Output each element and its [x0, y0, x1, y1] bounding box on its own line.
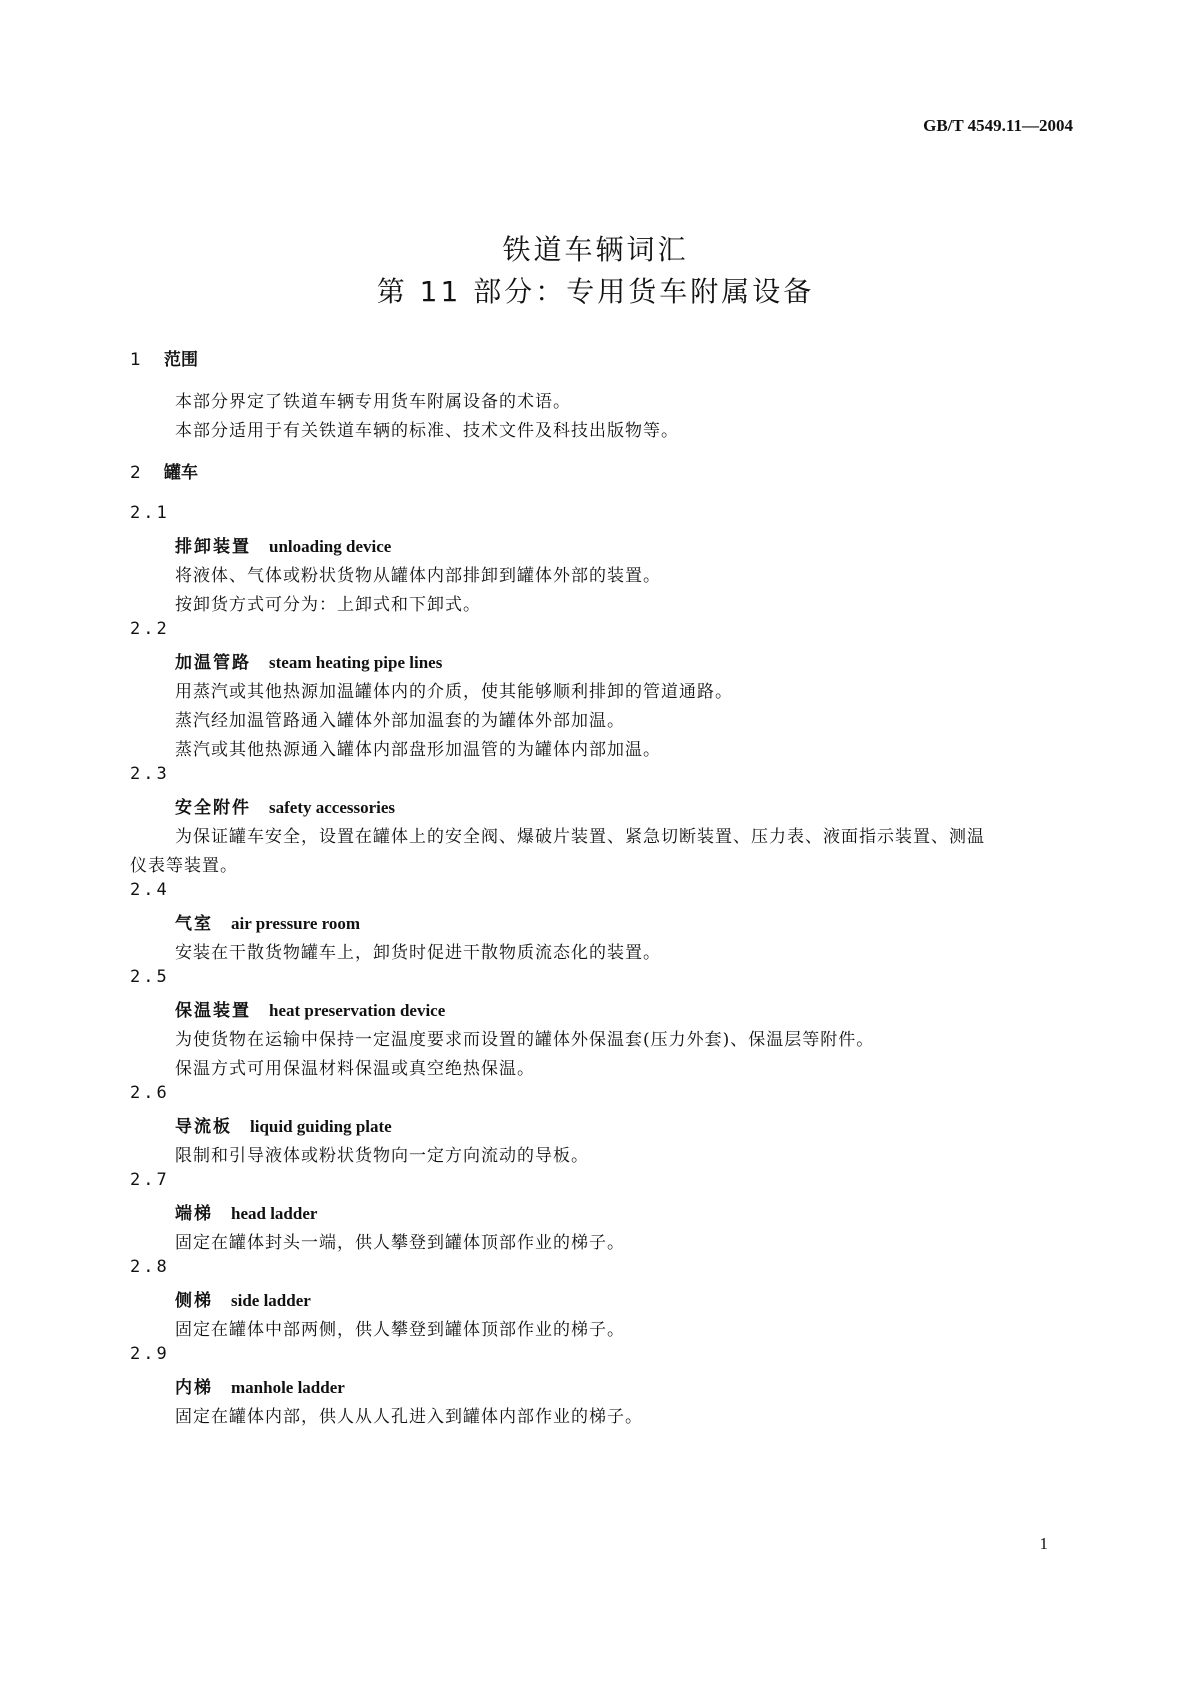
definition-line: 用蒸汽或其他热源加温罐体内的介质，使其能够顺利排卸的管道通路。	[175, 682, 733, 702]
term-chinese: 端梯	[175, 1204, 213, 1224]
clause-number: 2.2	[130, 619, 170, 639]
section-title: 罐车	[164, 463, 198, 483]
document-subtitle: 第 11 部分：专用货车附属设备	[376, 275, 815, 308]
section-number: 2	[130, 463, 141, 483]
term-entry	[175, 793, 395, 818]
term-english: steam heating pipe lines	[269, 653, 443, 672]
section-title: 范围	[164, 350, 198, 370]
standard-code: GB/T 4549.11—2004	[923, 116, 1073, 135]
section-number: 1	[130, 350, 141, 370]
term-chinese: 内梯	[175, 1378, 213, 1398]
paragraph: 本部分界定了铁道车辆专用货车附属设备的术语。	[175, 392, 571, 412]
section-heading	[130, 458, 198, 483]
definition-line: 按卸货方式可分为：上卸式和下卸式。	[175, 595, 481, 615]
term-entry	[175, 996, 445, 1021]
term-english: head ladder	[231, 1204, 318, 1223]
definition-line: 仪表等装置。	[130, 856, 238, 876]
term-chinese: 导流板	[175, 1117, 232, 1137]
definition-line: 为使货物在运输中保持一定温度要求而设置的罐体外保温套(压力外套)、保温层等附件。	[175, 1030, 875, 1050]
definition-line: 蒸汽经加温管路通入罐体外部加温套的为罐体外部加温。	[175, 711, 625, 731]
term-english: air pressure room	[231, 914, 361, 933]
term-entry	[175, 1112, 392, 1137]
clause-number: 2.9	[130, 1344, 170, 1364]
definition-line: 将液体、气体或粉状货物从罐体内部排卸到罐体外部的装置。	[175, 566, 661, 586]
definition-line: 固定在罐体中部两侧，供人攀登到罐体顶部作业的梯子。	[175, 1320, 625, 1340]
clause-number: 2.1	[130, 503, 170, 523]
term-english: side ladder	[231, 1291, 311, 1310]
definition-line: 蒸汽或其他热源通入罐体内部盘形加温管的为罐体内部加温。	[175, 740, 661, 760]
section-heading	[130, 345, 198, 370]
term-entry	[175, 532, 391, 557]
term-english: manhole ladder	[231, 1378, 345, 1397]
definition-line: 为保证罐车安全，设置在罐体上的安全阀、爆破片装置、紧急切断装置、压力表、液面指示装置、测温	[175, 827, 985, 847]
paragraph: 本部分适用于有关铁道车辆的标准、技术文件及科技出版物等。	[175, 421, 679, 441]
term-english: heat preservation device	[269, 1001, 446, 1020]
clause-number: 2.3	[130, 764, 170, 784]
page-number: 1	[1039, 1534, 1048, 1553]
term-entry	[175, 1199, 317, 1224]
term-chinese: 保温装置	[175, 1001, 251, 1021]
term-english: liquid guiding plate	[250, 1117, 392, 1136]
term-english: unloading device	[269, 537, 392, 556]
term-entry	[175, 1373, 345, 1398]
clause-number: 2.5	[130, 967, 170, 987]
definition-line: 固定在罐体内部，供人从人孔进入到罐体内部作业的梯子。	[175, 1407, 643, 1427]
term-entry	[175, 909, 360, 934]
clause-number: 2.6	[130, 1083, 170, 1103]
term-chinese: 排卸装置	[175, 537, 251, 557]
definition-line: 固定在罐体封头一端，供人攀登到罐体顶部作业的梯子。	[175, 1233, 625, 1253]
term-entry	[175, 648, 442, 673]
clause-number: 2.4	[130, 880, 170, 900]
term-chinese: 侧梯	[175, 1291, 213, 1311]
term-chinese: 气室	[175, 914, 213, 934]
term-chinese: 安全附件	[175, 798, 251, 818]
document-title: 铁道车辆词汇	[502, 233, 689, 266]
term-chinese: 加温管路	[175, 653, 251, 673]
term-entry	[175, 1286, 311, 1311]
definition-line: 安装在干散货物罐车上，卸货时促进干散物质流态化的装置。	[175, 943, 661, 963]
clause-number: 2.8	[130, 1257, 170, 1277]
definition-line: 保温方式可用保温材料保温或真空绝热保温。	[175, 1059, 535, 1079]
definition-line: 限制和引导液体或粉状货物向一定方向流动的导板。	[175, 1146, 589, 1166]
clause-number: 2.7	[130, 1170, 170, 1190]
term-english: safety accessories	[269, 798, 396, 817]
